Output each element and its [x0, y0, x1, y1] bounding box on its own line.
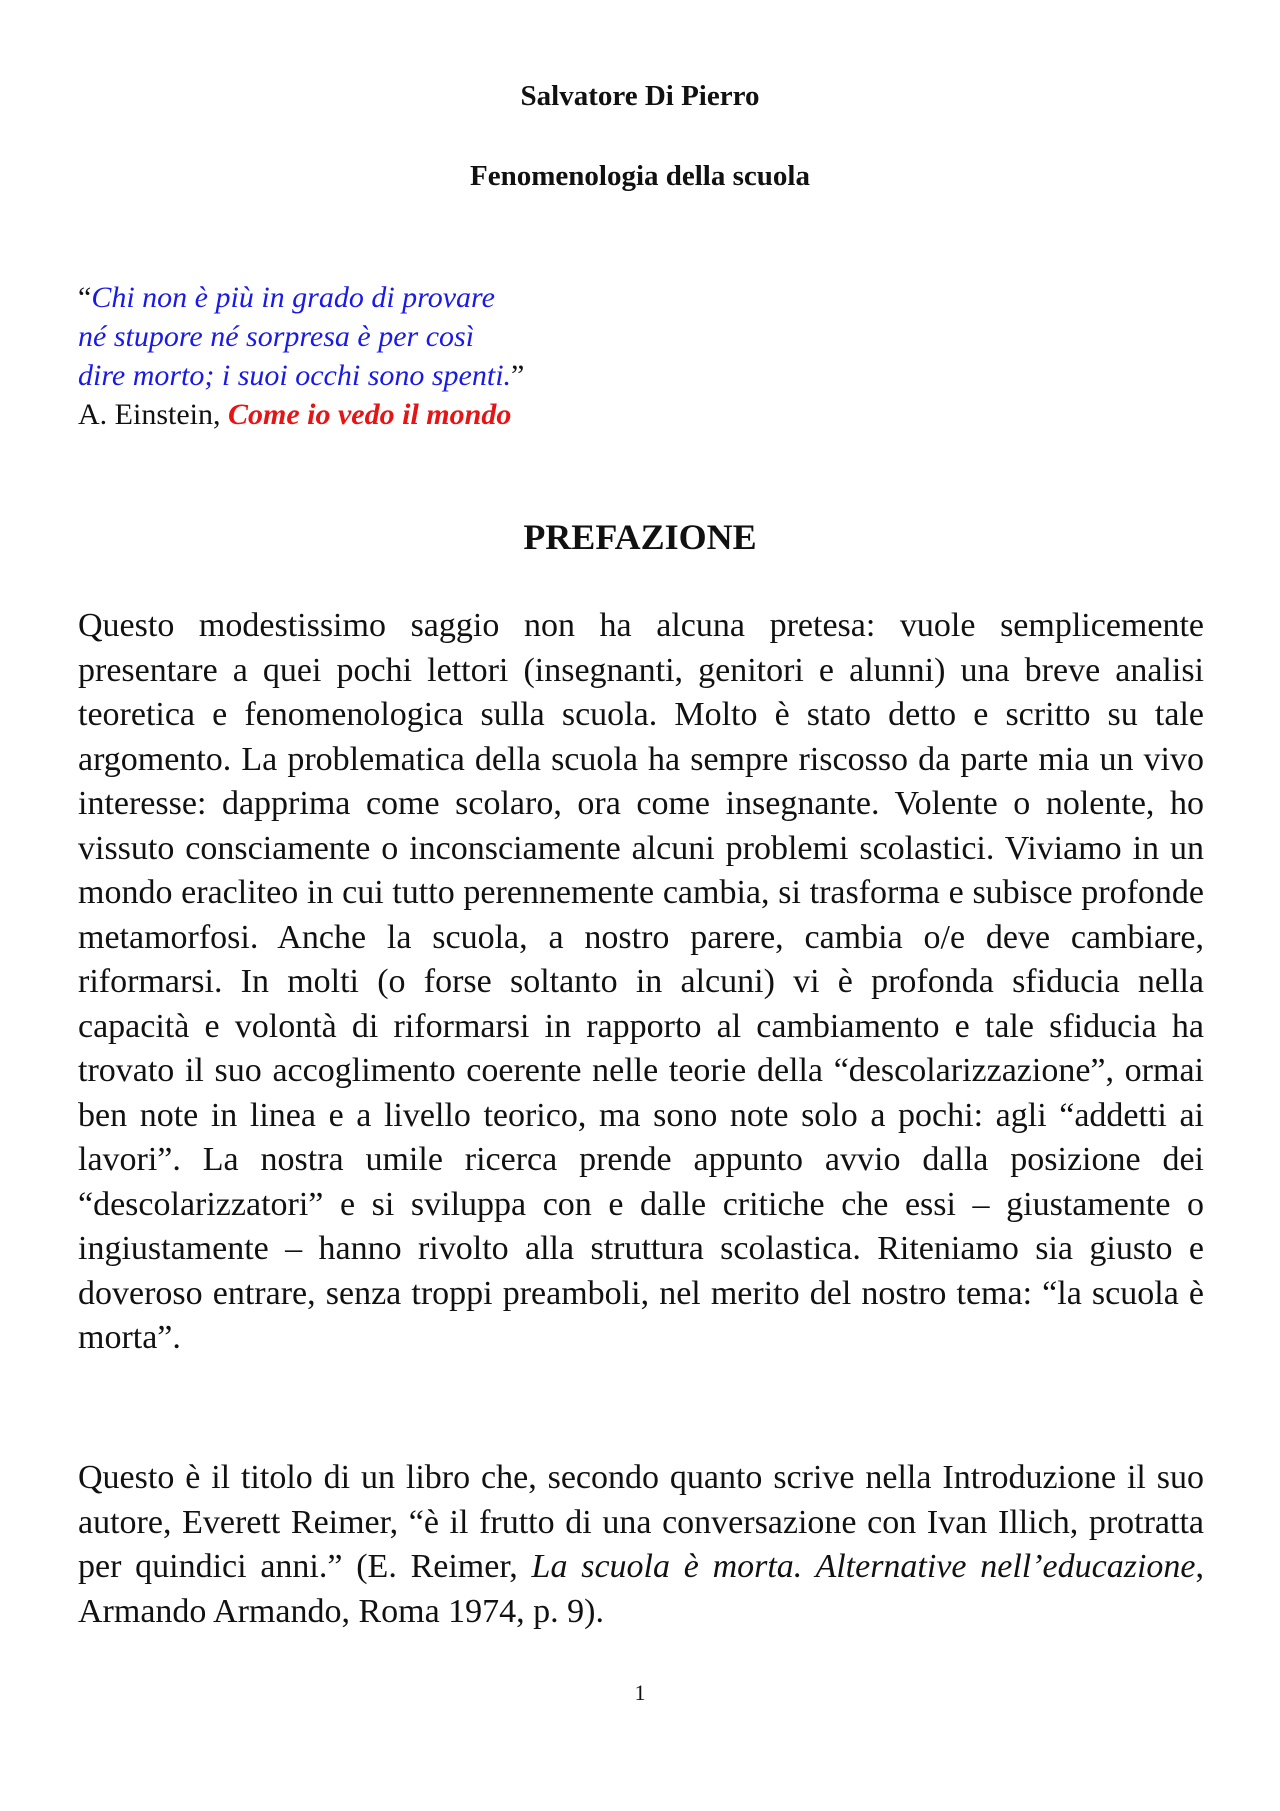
epigraph-line-2	[78, 317, 524, 356]
epigraph-quote-text: né stupore né sorpresa è per così	[78, 320, 475, 353]
epigraph-attribution	[78, 395, 524, 434]
cited-book-title: La scuola è morta. Alternative nell’educazione	[531, 1548, 1196, 1585]
body-paragraph-1: Questo modestissimo saggio non ha alcuna pretesa: vuole semplicemente presentare a quei pochi lettori (insegnanti, genitori e alunni) una breve analisi teoretica e fenomenologica sulla scuola. Molto è stato detto e scritto su tale argomento. La problematica della scuola ha sempre riscosso da parte mia un vivo interesse: dapprima come scolaro, ora come insegnante. Volente o nolente, ho vissuto consciamente o inconsciamente alcuni problemi scolastici. Viviamo in un mondo eracliteo in cui tutto perennemente cambia, si trasforma e subisce profonde metamorfosi. Anche la scuola, a nostro parere, cambia o/e deve cambiare, riformarsi. In molti (o forse soltanto in alcuni) vi è profonda sfiducia nella capacità e volontà di riformarsi in rapporto al cambiamento e tale sfiducia ha trovato il suo accoglimento coerente nelle teorie della “descolarizzazione”, ormai ben note in linea e a livello teorico, ma sono note solo a pochi: agli “addetti ai lavori”. La nostra umile ricerca prende appunto avvio dalla posizione dei “descolarizzatori” e si sviluppa con e dalle critiche che essi – giustamente o ingiustamente – hanno rivolto alla struttura scolastica. Riteniamo sia giusto e doveroso entrare, senza troppi preamboli, nel merito del nostro tema: “la scuola è morta”.	[78, 607, 1204, 1356]
paragraph-2-tail: , Armando Armando, Roma 1974, p. 9).	[78, 1548, 1205, 1630]
epigraph-work-title: Come io vedo il mondo	[228, 398, 512, 431]
epigraph-author: A. Einstein,	[78, 398, 228, 431]
author-name: Salvatore Di Pierro	[520, 80, 760, 112]
book-title: Fenomenologia della scuola	[470, 160, 810, 192]
epigraph-quote-text: Chi non è più in grado di provare	[91, 281, 495, 314]
epigraph	[78, 278, 524, 434]
body-paragraph-2	[78, 1456, 1204, 1634]
epigraph-quote-text: dire morto; i suoi occhi sono spenti.	[78, 359, 512, 392]
page-number: 1	[634, 1680, 646, 1705]
epigraph-open-quote: “	[78, 281, 92, 314]
epigraph-line-3	[78, 356, 524, 395]
paragraph-2-lead: Questo è il titolo di un libro che, secondo quanto scrive nella Introduzione il suo autore, Everett Reimer, “è il frutto di una conversazione con Ivan Illich, protratta per quindici anni.” (E. Reimer,	[78, 1459, 1204, 1585]
epigraph-line-1	[78, 278, 524, 317]
section-heading: PREFAZIONE	[523, 517, 757, 557]
epigraph-close-quote: ”	[511, 359, 525, 392]
